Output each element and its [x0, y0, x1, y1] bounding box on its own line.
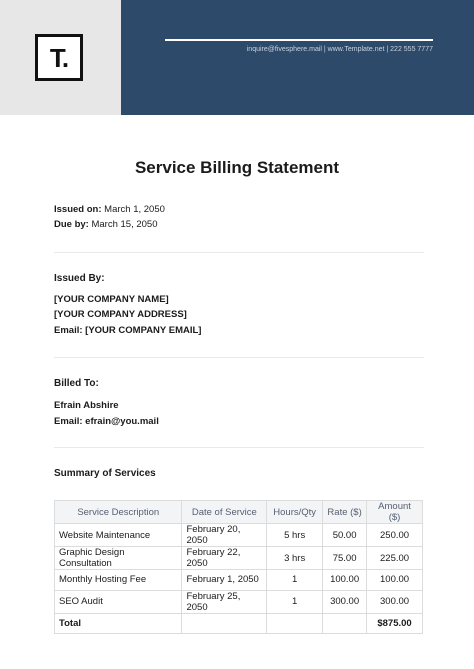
total-label: Total	[55, 613, 182, 634]
service-rate: 300.00	[323, 590, 367, 613]
table-row	[55, 590, 423, 613]
contact-info: inquire@fivesphere.mail | www.Template.net | 222 555 7777	[246, 46, 433, 53]
table-row	[55, 524, 423, 547]
divider	[54, 447, 424, 448]
client-email-value: efrain@you.mail	[85, 416, 159, 427]
due-by	[54, 219, 158, 230]
service-date: February 1, 2050	[182, 570, 267, 591]
column-header: Hours/Qty	[267, 501, 323, 524]
service-hours: 5 hrs	[267, 524, 323, 547]
service-rate: 100.00	[323, 570, 367, 591]
table-row	[55, 570, 423, 591]
service-amount: 100.00	[367, 570, 423, 591]
logo-text: T.	[49, 42, 69, 73]
due-by-value: March 15, 2050	[91, 219, 158, 230]
service-description: SEO Audit	[55, 590, 182, 613]
due-by-label: Due by:	[54, 219, 89, 230]
empty-cell	[182, 613, 267, 634]
service-date: February 20, 2050	[182, 524, 267, 547]
service-amount: 300.00	[367, 590, 423, 613]
column-header: Amount ($)	[367, 501, 423, 524]
total-row	[55, 613, 423, 634]
empty-cell	[267, 613, 323, 634]
service-rate: 75.00	[323, 547, 367, 570]
total-amount: $875.00	[367, 613, 423, 634]
service-hours: 3 hrs	[267, 547, 323, 570]
table-header-row	[55, 501, 423, 524]
billed-to-heading: Billed To:	[54, 378, 99, 389]
client-name: Efrain Abshire	[54, 400, 119, 411]
logo-area	[0, 0, 121, 115]
service-description: Graphic Design Consultation	[55, 547, 182, 570]
company-logo	[35, 34, 83, 81]
services-heading: Summary of Services	[54, 468, 156, 479]
service-amount: 250.00	[367, 524, 423, 547]
table-row	[55, 547, 423, 570]
service-rate: 50.00	[323, 524, 367, 547]
document-title: Service Billing Statement	[134, 158, 340, 177]
divider	[54, 252, 424, 253]
column-header: Date of Service	[182, 501, 267, 524]
client-email	[54, 416, 159, 427]
divider	[54, 357, 424, 358]
column-header: Service Description	[55, 501, 182, 524]
column-header: Rate ($)	[323, 501, 367, 524]
company-email	[54, 325, 201, 336]
page-header	[0, 0, 474, 115]
header-rule	[165, 39, 433, 41]
company-address: [YOUR COMPANY ADDRESS]	[54, 309, 187, 320]
header-band	[121, 0, 474, 115]
issued-on-value: March 1, 2050	[104, 204, 165, 215]
client-email-label: Email:	[54, 416, 83, 427]
service-description: Monthly Hosting Fee	[55, 570, 182, 591]
service-hours: 1	[267, 570, 323, 591]
service-hours: 1	[267, 590, 323, 613]
service-date: February 25, 2050	[182, 590, 267, 613]
service-date: February 22, 2050	[182, 547, 267, 570]
company-name: [YOUR COMPANY NAME]	[54, 294, 169, 305]
services-table	[54, 500, 423, 634]
service-description: Website Maintenance	[55, 524, 182, 547]
company-email-label: Email:	[54, 325, 83, 336]
company-email-value: [YOUR COMPANY EMAIL]	[85, 325, 202, 336]
empty-cell	[323, 613, 367, 634]
issued-on-label: Issued on:	[54, 204, 102, 215]
issued-by-heading: Issued By:	[54, 273, 105, 284]
service-amount: 225.00	[367, 547, 423, 570]
issued-on	[54, 204, 165, 215]
